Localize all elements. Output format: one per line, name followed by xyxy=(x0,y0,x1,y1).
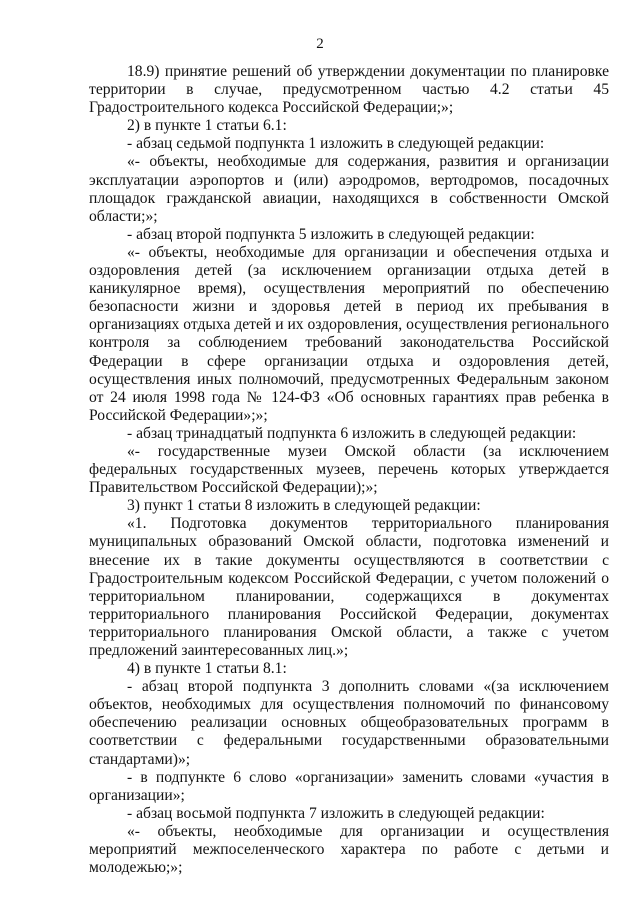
paragraph: 2) в пункте 1 статьи 6.1: xyxy=(127,117,287,135)
paragraph: - в подпункте 6 слово «организации» заменить словами «участия в организации»; xyxy=(89,768,609,804)
paragraph: «1. Подготовка документов территориального планирования муниципальных образований Омской области, подготовка изменений и внесение их в такие документы осуществляются в соответствии с Градостроительным кодексом Российской Федерации, с учетом положений о территориальном планировании, содержащихся в документах территориального планирования Российской Федерации, документах территориального планирования Омской области, а также с учетом предложений заинтересованных лиц.»; xyxy=(89,515,609,659)
paragraph: «- объекты, необходимые для организации и обеспечения отдыха и оздоровления детей (за исключением организации отдыха детей в каникулярное время), осуществления мероприятий по обеспечению безопасности жизни и здоровья детей в период их пребывания в организациях отдыха детей и их оздоровления, осуществления регионального контроля за соблюдением требований законодательства Российской Федерации в сфере организации отдыха и оздоровления детей, осуществления иных полномочий, предусмотренных Федеральным законом от 24 июля 1998 года № 124-ФЗ «Об основных гарантиях прав ребенка в Российской Федерации»;»; xyxy=(89,243,609,424)
paragraph: 4) в пункте 1 статьи 8.1: xyxy=(127,660,287,678)
paragraph: 18.9) принятие решений об утверждении документации по планировке территории в случае, предусмотренном частью 4.2 статьи 45 Градостроительного кодекса Российской Федерации;»; xyxy=(89,63,609,117)
page-number: 2 xyxy=(316,36,324,52)
paragraph: «- объекты, необходимые для содержания, развития и организации эксплуатации аэропортов и (или) аэродромов, вертодромов, посадочных площадок гражданской авиации, находящихся в собственности Омской области;»; xyxy=(89,153,609,225)
paragraph: - абзац восьмой подпункта 7 изложить в следующей редакции: xyxy=(127,804,545,822)
document-body xyxy=(89,63,609,877)
paragraph: - абзац второй подпункта 3 дополнить словами «(за исключением объектов, необходимых для осуществления полномочий по финансовому обеспечению реализации основных общеобразовательных программ в соответствии с федеральными государственными образовательными стандартами)»; xyxy=(89,678,609,768)
paragraph: 3) пункт 1 статьи 8 изложить в следующей редакции: xyxy=(127,497,481,515)
paragraph: - абзац седьмой подпункта 1 изложить в следующей редакции: xyxy=(127,135,545,153)
paragraph: «- государственные музеи Омской области (за исключением федеральных государственных музеев, перечень которых утверждается Правительством Российской Федерации);»; xyxy=(89,442,609,497)
paragraph: «- объекты, необходимые для организации и осуществления мероприятий межпоселенческого характера по работе с детьми и молодежью;»; xyxy=(89,822,609,877)
paragraph: - абзац тринадцатый подпункта 6 изложить в следующей редакции: xyxy=(127,424,577,442)
paragraph: - абзац второй подпункта 5 изложить в следующей редакции: xyxy=(127,225,535,243)
